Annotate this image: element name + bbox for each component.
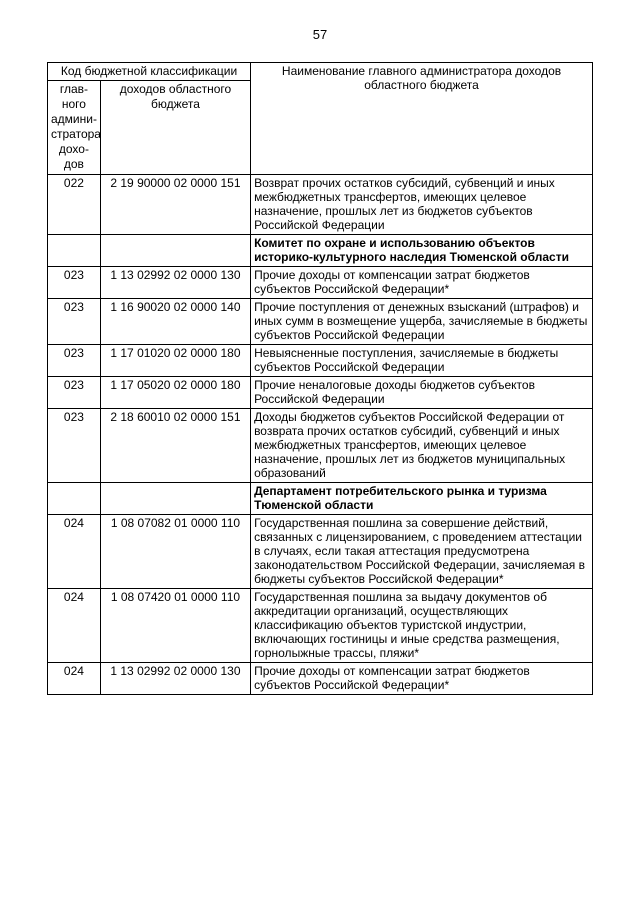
section-title: Департамент потребительского рынка и туризма Тюменской области <box>251 483 593 515</box>
admin-code-cell: 024 <box>48 515 101 589</box>
section-code-cell <box>100 483 250 515</box>
admin-code-cell: 023 <box>48 377 101 409</box>
header-income-code: доходов областного бюджета <box>100 81 250 175</box>
income-name-cell: Доходы бюджетов субъектов Российской Федерации от возврата прочих остатков субсидий, субвенций и иных межбюджетных трансфертов, имеющих целевое назначение, прошлых лет из бюджетов муниципальных образований <box>251 409 593 483</box>
admin-code-cell: 023 <box>48 345 101 377</box>
table-row <box>48 377 593 409</box>
income-code-cell: 2 19 90000 02 0000 151 <box>100 175 250 235</box>
page-number: 57 <box>312 27 328 42</box>
income-code-cell: 1 13 02992 02 0000 130 <box>100 663 250 695</box>
income-name-cell: Прочие неналоговые доходы бюджетов субъектов Российской Федерации <box>251 377 593 409</box>
section-admin-cell <box>48 235 101 267</box>
section-row <box>48 235 593 267</box>
income-code-cell: 2 18 60010 02 0000 151 <box>100 409 250 483</box>
table-row <box>48 589 593 663</box>
table-row <box>48 409 593 483</box>
admin-code-cell: 024 <box>48 663 101 695</box>
admin-code-cell: 023 <box>48 299 101 345</box>
table-row <box>48 299 593 345</box>
section-row <box>48 483 593 515</box>
income-name-cell: Прочие доходы от компенсации затрат бюджетов субъектов Российской Федерации* <box>251 663 593 695</box>
admin-code-cell: 023 <box>48 267 101 299</box>
table-header-row <box>48 63 593 81</box>
admin-code-cell: 023 <box>48 409 101 483</box>
table-row <box>48 515 593 589</box>
table-row <box>48 267 593 299</box>
header-admin-code: глав-ного админи-стратора дохо-дов <box>48 81 101 175</box>
income-name-cell: Прочие поступления от денежных взысканий (штрафов) и иных сумм в возмещение ущерба, зачисляемые в бюджеты субъектов Российской Федерации <box>251 299 593 345</box>
section-code-cell <box>100 235 250 267</box>
income-name-cell: Невыясненные поступления, зачисляемые в бюджеты субъектов Российской Федерации <box>251 345 593 377</box>
income-code-cell: 1 08 07420 01 0000 110 <box>100 589 250 663</box>
budget-classification-table <box>47 62 593 695</box>
income-code-cell: 1 16 90020 02 0000 140 <box>100 299 250 345</box>
income-code-cell: 1 08 07082 01 0000 110 <box>100 515 250 589</box>
section-admin-cell <box>48 483 101 515</box>
income-name-cell: Прочие доходы от компенсации затрат бюджетов субъектов Российской Федерации* <box>251 267 593 299</box>
header-group-label: Код бюджетной классификации <box>48 63 251 81</box>
income-name-cell: Государственная пошлина за совершение действий, связанных с лицензированием, с проведением аттестации в случаях, если такая аттестация предусмотрена законодательством Российской Федерации, зачисляемая в бюджеты субъектов Российской Федерации* <box>251 515 593 589</box>
income-name-cell: Государственная пошлина за выдачу документов об аккредитации организаций, осуществляющих классификацию объектов туристской индустрии, включающих гостиницы и иные средства размещения, горнолыжные трассы, пляжи* <box>251 589 593 663</box>
table-row <box>48 345 593 377</box>
income-name-cell: Возврат прочих остатков субсидий, субвенций и иных межбюджетных трансфертов, имеющих целевое назначение, прошлых лет из бюджетов субъектов Российской Федерации <box>251 175 593 235</box>
income-code-cell: 1 17 05020 02 0000 180 <box>100 377 250 409</box>
admin-code-cell: 022 <box>48 175 101 235</box>
table-row <box>48 175 593 235</box>
income-code-cell: 1 13 02992 02 0000 130 <box>100 267 250 299</box>
admin-code-cell: 024 <box>48 589 101 663</box>
section-title: Комитет по охране и использованию объектов историко-культурного наследия Тюменской области <box>251 235 593 267</box>
income-code-cell: 1 17 01020 02 0000 180 <box>100 345 250 377</box>
table-row <box>48 663 593 695</box>
header-admin-name: Наименование главного администратора доходов областного бюджета <box>251 63 593 175</box>
